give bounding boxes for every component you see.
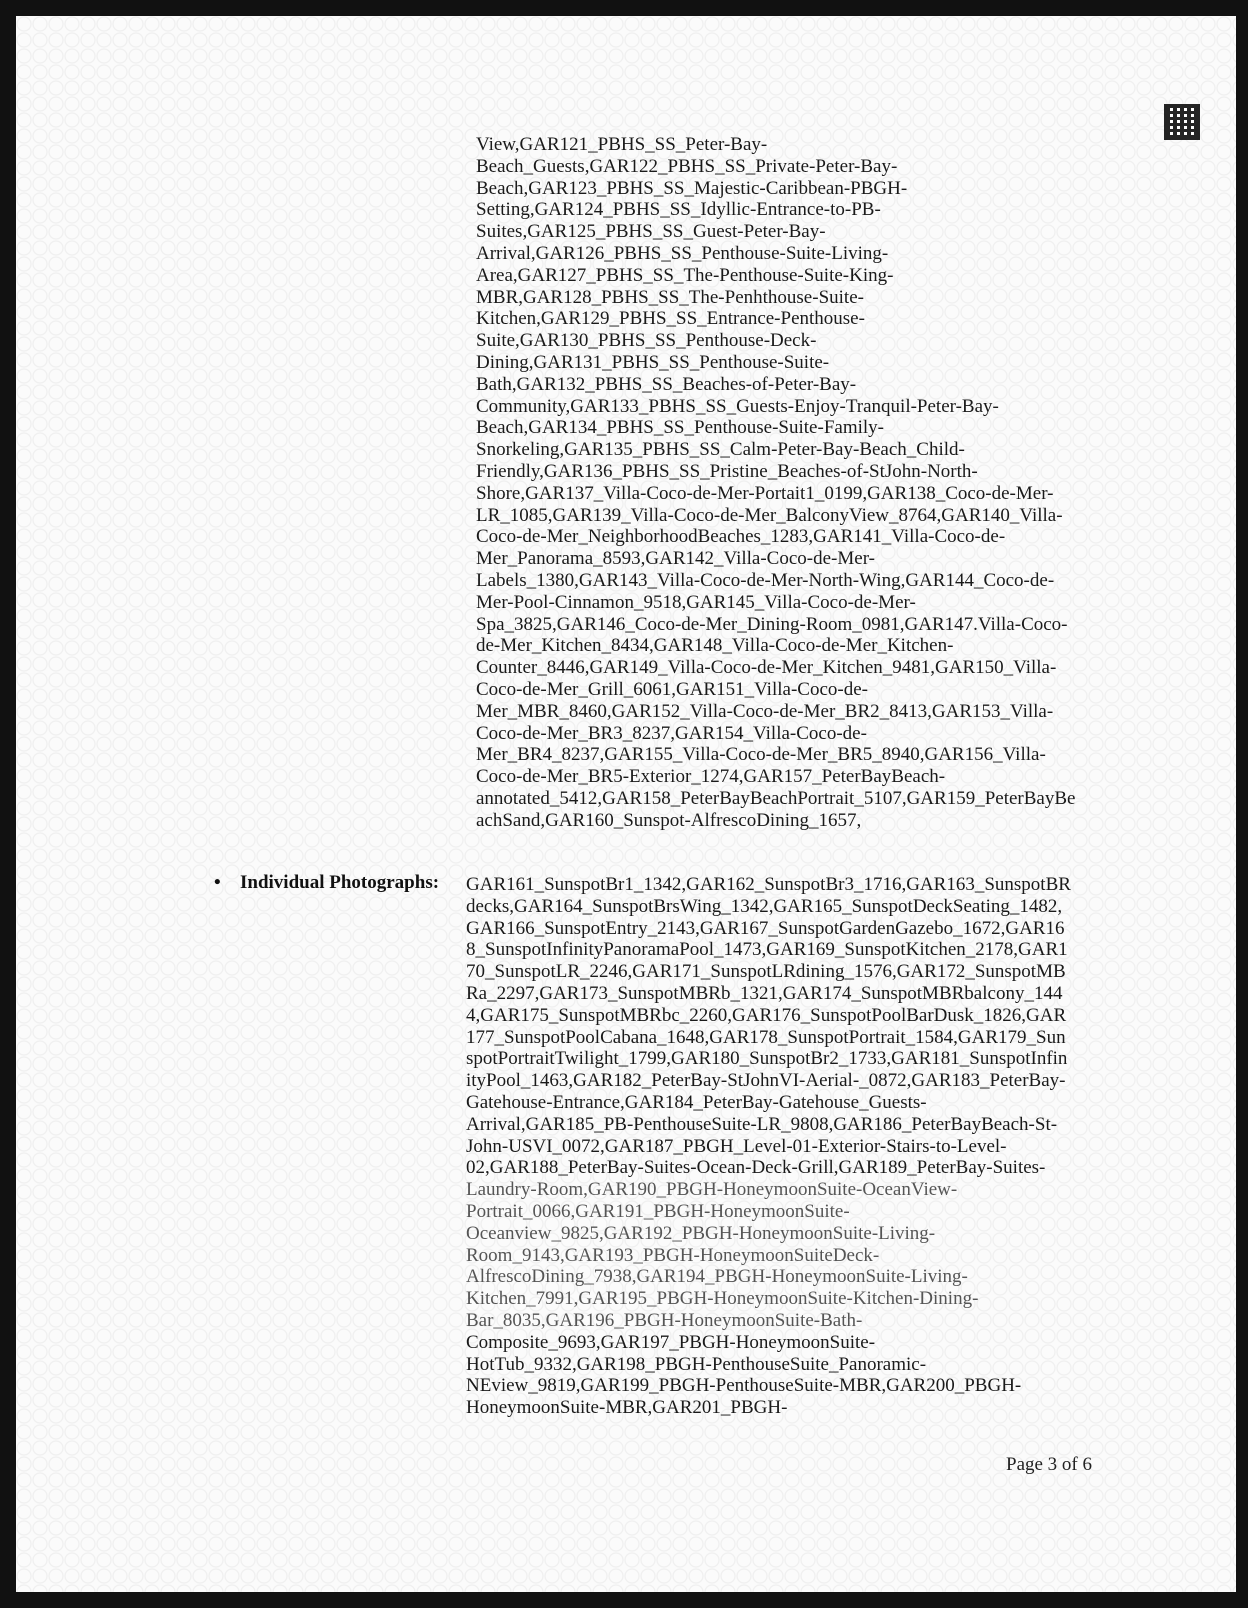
text-line: View,GAR121_PBHS_SS_Peter-Bay- [476, 134, 768, 155]
text-line: Arrival,GAR126_PBHS_SS_Penthouse-Suite-Living- [476, 242, 889, 264]
text-line: Beach,GAR123_PBHS_SS_Majestic-Caribbean-PBGH- [476, 177, 908, 199]
exhibit-list-continued [476, 134, 1096, 832]
text-line: Oceanview_9825,GAR192_PBGH-HoneymoonSuite-Living- [466, 1222, 936, 1244]
text-line: Coco-de-Mer_Grill_6061,GAR151_Villa-Coco-de- [476, 678, 868, 700]
text-line: NEview_9819,GAR199_PBGH-PenthouseSuite-MBR,GAR200_PBGH- [466, 1375, 1022, 1397]
text-line: Composite_9693,GAR197_PBGH-HoneymoonSuite- [466, 1331, 876, 1353]
text-line: Counter_8446,GAR149_Villa-Coco-de-Mer_Kitchen_9481,GAR150_Villa- [476, 657, 1057, 679]
text-line: de-Mer_Kitchen_8434,GAR148_Villa-Coco-de-Mer_Kitchen- [476, 635, 954, 657]
text-line: Kitchen,GAR129_PBHS_SS_Entrance-Penthouse- [476, 308, 865, 330]
text-line: Suite,GAR130_PBHS_SS_Penthouse-Deck- [476, 330, 817, 352]
text-line: HoneymoonSuite-MBR,GAR201_PBGH- [466, 1397, 788, 1419]
text-line: Spa_3825,GAR146_Coco-de-Mer_Dining-Room_0981,GAR147.Villa-Coco- [476, 613, 1068, 635]
text-line: Area,GAR127_PBHS_SS_The-Penthouse-Suite-King- [476, 264, 894, 286]
text-line: annotated_5412,GAR158_PeterBayBeachPortrait_5107,GAR159_PeterBayBe [476, 787, 1076, 809]
text-line: Coco-de-Mer_NeighborhoodBeaches_1283,GAR141_Villa-Coco-de- [476, 526, 1006, 548]
text-line: Mer_Panorama_8593,GAR142_Villa-Coco-de-Mer- [476, 548, 875, 570]
text-line: Gatehouse-Entrance,GAR184_PeterBay-Gatehouse_Guests- [466, 1091, 927, 1113]
text-line: Portrait_0066,GAR191_PBGH-HoneymoonSuite- [466, 1200, 850, 1222]
bullet-symbol: • [214, 872, 221, 893]
text-line: Ra_2297,GAR173_SunspotMBRb_1321,GAR174_SunspotMBRbalcony_144 [466, 982, 1063, 1004]
text-line: Bar_8035,GAR196_PBGH-HoneymoonSuite-Bath- [466, 1309, 863, 1331]
text-line: GAR161_SunspotBr1_1342,GAR162_SunspotBr3_1716,GAR163_SunspotBR [466, 874, 1071, 895]
text-line: Beach,GAR134_PBHS_SS_Penthouse-Suite-Family- [476, 417, 884, 439]
text-line: AlfrescoDining_7938,GAR194_PBGH-HoneymoonSuite-Living- [466, 1266, 968, 1288]
text-line: decks,GAR164_SunspotBrsWing_1342,GAR165_SunspotDeckSeating_1482, [466, 895, 1063, 917]
text-line: Kitchen_7991,GAR195_PBGH-HoneymoonSuite-Kitchen-Dining- [466, 1288, 979, 1310]
text-line: Mer_MBR_8460,GAR152_Villa-Coco-de-Mer_BR2_8413,GAR153_Villa- [476, 700, 1054, 722]
text-line: achSand,GAR160_Sunspot-AlfrescoDining_1657, [476, 809, 862, 831]
text-line: Arrival,GAR185_PB-PenthouseSuite-LR_9808,GAR186_PeterBayBeach-St- [466, 1113, 1058, 1135]
text-line: Room_9143,GAR193_PBGH-HoneymoonSuiteDeck- [466, 1244, 880, 1266]
text-line: Labels_1380,GAR143_Villa-Coco-de-Mer-North-Wing,GAR144_Coco-de- [476, 569, 1055, 591]
document-page [16, 16, 1236, 1592]
text-line: spotPortraitTwilight_1799,GAR180_SunspotBr2_1733,GAR181_SunspotInfin [466, 1048, 1068, 1070]
barcode-icon [1164, 104, 1200, 140]
text-line: Laundry-Room,GAR190_PBGH-HoneymoonSuite-OceanView- [466, 1179, 958, 1201]
text-line: John-USVI_0072,GAR187_PBGH_Level-01-Exterior-Stairs-to-Level- [466, 1135, 1007, 1157]
text-line: Snorkeling,GAR135_PBHS_SS_Calm-Peter-Bay-Beach_Child- [476, 439, 965, 461]
text-line: Setting,GAR124_PBHS_SS_Idyllic-Entrance-to-PB- [476, 199, 881, 221]
text-line: 177_SunspotPoolCabana_1648,GAR178_SunspotPortrait_1584,GAR179_Sun [466, 1026, 1066, 1048]
text-line: Community,GAR133_PBHS_SS_Guests-Enjoy-Tranquil-Peter-Bay- [476, 395, 999, 417]
text-line: Bath,GAR132_PBHS_SS_Beaches-of-Peter-Bay- [476, 373, 857, 395]
text-line: 4,GAR175_SunspotMBRbc_2260,GAR176_SunspotPoolBarDusk_1826,GAR [466, 1004, 1067, 1026]
text-line: MBR,GAR128_PBHS_SS_The-Penhthouse-Suite- [476, 286, 864, 308]
text-line: HotTub_9332,GAR198_PBGH-PenthouseSuite_Panoramic- [466, 1353, 927, 1375]
individual-photographs-list [466, 874, 1106, 1419]
text-line: Coco-de-Mer_BR3_8237,GAR154_Villa-Coco-de- [476, 722, 867, 744]
text-line: GAR166_SunspotEntry_2143,GAR167_SunspotGardenGazebo_1672,GAR16 [466, 917, 1065, 939]
text-line: Coco-de-Mer_BR5-Exterior_1274,GAR157_PeterBayBeach- [476, 766, 946, 788]
bullet-heading [214, 872, 439, 894]
text-line: 02,GAR188_PeterBay-Suites-Ocean-Deck-Grill,GAR189_PeterBay-Suites- [466, 1157, 1046, 1179]
text-line: Shore,GAR137_Villa-Coco-de-Mer-Portait1_0199,GAR138_Coco-de-Mer- [476, 482, 1054, 504]
text-line: Dining,GAR131_PBHS_SS_Penthouse-Suite- [476, 351, 830, 373]
text-line: Beach_Guests,GAR122_PBHS_SS_Private-Peter-Bay- [476, 155, 898, 177]
text-line: ityPool_1463,GAR182_PeterBay-StJohnVI-Aerial-_0872,GAR183_PeterBay- [466, 1070, 1066, 1092]
text-line: 70_SunspotLR_2246,GAR171_SunspotLRdining_1576,GAR172_SunspotMB [466, 961, 1066, 983]
text-line: Suites,GAR125_PBHS_SS_Guest-Peter-Bay- [476, 221, 826, 243]
section-label: Individual Photographs: [240, 872, 440, 893]
page-number: Page 3 of 6 [1006, 1454, 1093, 1475]
text-line: Mer_BR4_8237,GAR155_Villa-Coco-de-Mer_BR5_8940,GAR156_Villa- [476, 744, 1046, 766]
text-line: Friendly,GAR136_PBHS_SS_Pristine_Beaches-of-StJohn-North- [476, 460, 978, 482]
text-line: LR_1085,GAR139_Villa-Coco-de-Mer_BalconyView_8764,GAR140_Villa- [476, 504, 1063, 526]
text-line: 8_SunspotInfinityPanoramaPool_1473,GAR169_SunspotKitchen_2178,GAR1 [466, 939, 1068, 961]
text-line: Mer-Pool-Cinnamon_9518,GAR145_Villa-Coco-de-Mer- [476, 591, 916, 613]
